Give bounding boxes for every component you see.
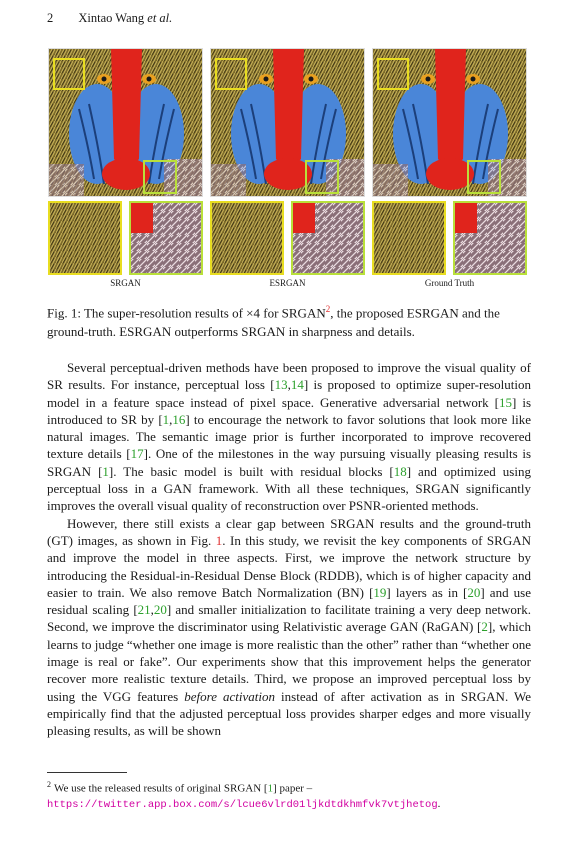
crop-fur-ground-truth <box>372 201 446 275</box>
citation-link[interactable]: 20 <box>467 584 481 600</box>
author-etal: et al. <box>147 11 173 25</box>
crop-whisker-srgan <box>129 201 203 275</box>
footnote-marker[interactable]: 2 <box>325 304 331 314</box>
running-header <box>47 11 172 26</box>
crop-whisker-esrgan <box>291 201 365 275</box>
crop-whisker-ground-truth <box>453 201 527 275</box>
crop-fur-esrgan <box>210 201 284 275</box>
footnote: $^2$ We use the released results of original SRGAN [1] paper – https://twitter.app.box.com/s/lcue6vlrd01ljkdtdkhmfvk7vtjhetog. <box>47 780 441 811</box>
citation-link[interactable]: 1 <box>162 411 170 427</box>
mandrill-image-esrgan <box>211 49 365 197</box>
footnote-rule <box>47 772 127 773</box>
figure-caption: Fig. 1: The super-resolution results of ×4 for SRGAN$^2$, the proposed ESRGAN and the ground-truth. ESRGAN outperforms SRGAN in sharpness and details. <box>47 304 500 340</box>
figure-panel-esrgan <box>210 48 365 197</box>
mandrill-image-ground-truth <box>373 49 527 197</box>
crop-fur-srgan <box>48 201 122 275</box>
footnote-url-link[interactable]: https://twitter.app.box.com/s/lcue6vlrd01ljkdtdkhmfvk7vtjhetog <box>47 798 438 811</box>
panel-label-srgan: SRGAN <box>110 278 141 288</box>
panel-label-ground-truth: Ground Truth <box>424 278 475 288</box>
figure-ref-link[interactable]: 1 <box>215 532 223 548</box>
citation-link[interactable]: 15 <box>499 394 513 410</box>
page-number: 2 <box>47 11 54 25</box>
author-name: Xintao Wang <box>78 11 145 25</box>
figure-panel-srgan <box>48 48 203 197</box>
citation-link[interactable]: 14 <box>290 377 304 393</box>
citation-link[interactable]: 1 <box>267 782 274 795</box>
mandrill-image-srgan <box>49 49 203 197</box>
citation-link[interactable]: 16 <box>172 411 186 427</box>
paragraph-1: Several perceptual-driven methods have been proposed to improve the visual quality of SR results. For instance, perceptual loss [13,14] is proposed to optimize super-resolution model in a feature space instead of pixel space. Generative adversarial network [15] is introduced to SR by [1,16] to encourage the network to favor solutions that look more like natural images. The semantic image prior is further incorporated to improve recovered texture details [17]. One of the milestones in the way pursuing visually pleasing results is SRGAN [1]. The basic model is built with residual blocks [18] and optimized using perceptual loss in a GAN framework. With all these techniques, SRGAN significantly improves the overall visual quality of reconstruction over PSNR-oriented methods. <box>47 360 532 514</box>
paragraph-2: However, there still exists a clear gap between SRGAN results and the ground-truth (GT) images, as shown in Fig. 1. In this study, we revisit the key components of SRGAN and improve the model in three aspects. First, we improve the network structure by introducing the Residual-in-Residual Dense Block (RDDB), which is of higher capacity and easier to train. We also remove Batch Normalization (BN) [19] layers as in [20] and use residual scaling [21,20] and smaller initialization to facilitate training a very deep network. Second, we improve the discriminator using Relativistic average GAN (RaGAN) [2], which learns to judge “whether one image is more realistic than the other” rather than “whether one image is real or fake”. Our experiments show that this improvement helps the generator recover more realistic texture details. Third, we propose an improved perceptual loss by using the VGG features before activation instead of after activation as in SRGAN. We empirically find that the adjusted perceptual loss provides sharper edges and more visually pleasing results, as will be shown <box>47 515 532 739</box>
figure-panel-ground-truth <box>372 48 527 197</box>
citation-link[interactable]: 2 <box>481 619 488 635</box>
citation-link[interactable]: 20 <box>153 602 167 618</box>
citation-link[interactable]: 1 <box>102 463 109 479</box>
citation-link[interactable]: 21 <box>137 602 151 618</box>
citation-link[interactable]: 19 <box>373 584 387 600</box>
citation-link[interactable]: 13 <box>274 377 288 393</box>
citation-link[interactable]: 18 <box>393 463 407 479</box>
footnote-number: 2 <box>47 780 51 789</box>
citation-link[interactable]: 17 <box>130 446 144 462</box>
body-text <box>47 359 531 740</box>
panel-label-esrgan: ESRGAN <box>269 278 306 288</box>
